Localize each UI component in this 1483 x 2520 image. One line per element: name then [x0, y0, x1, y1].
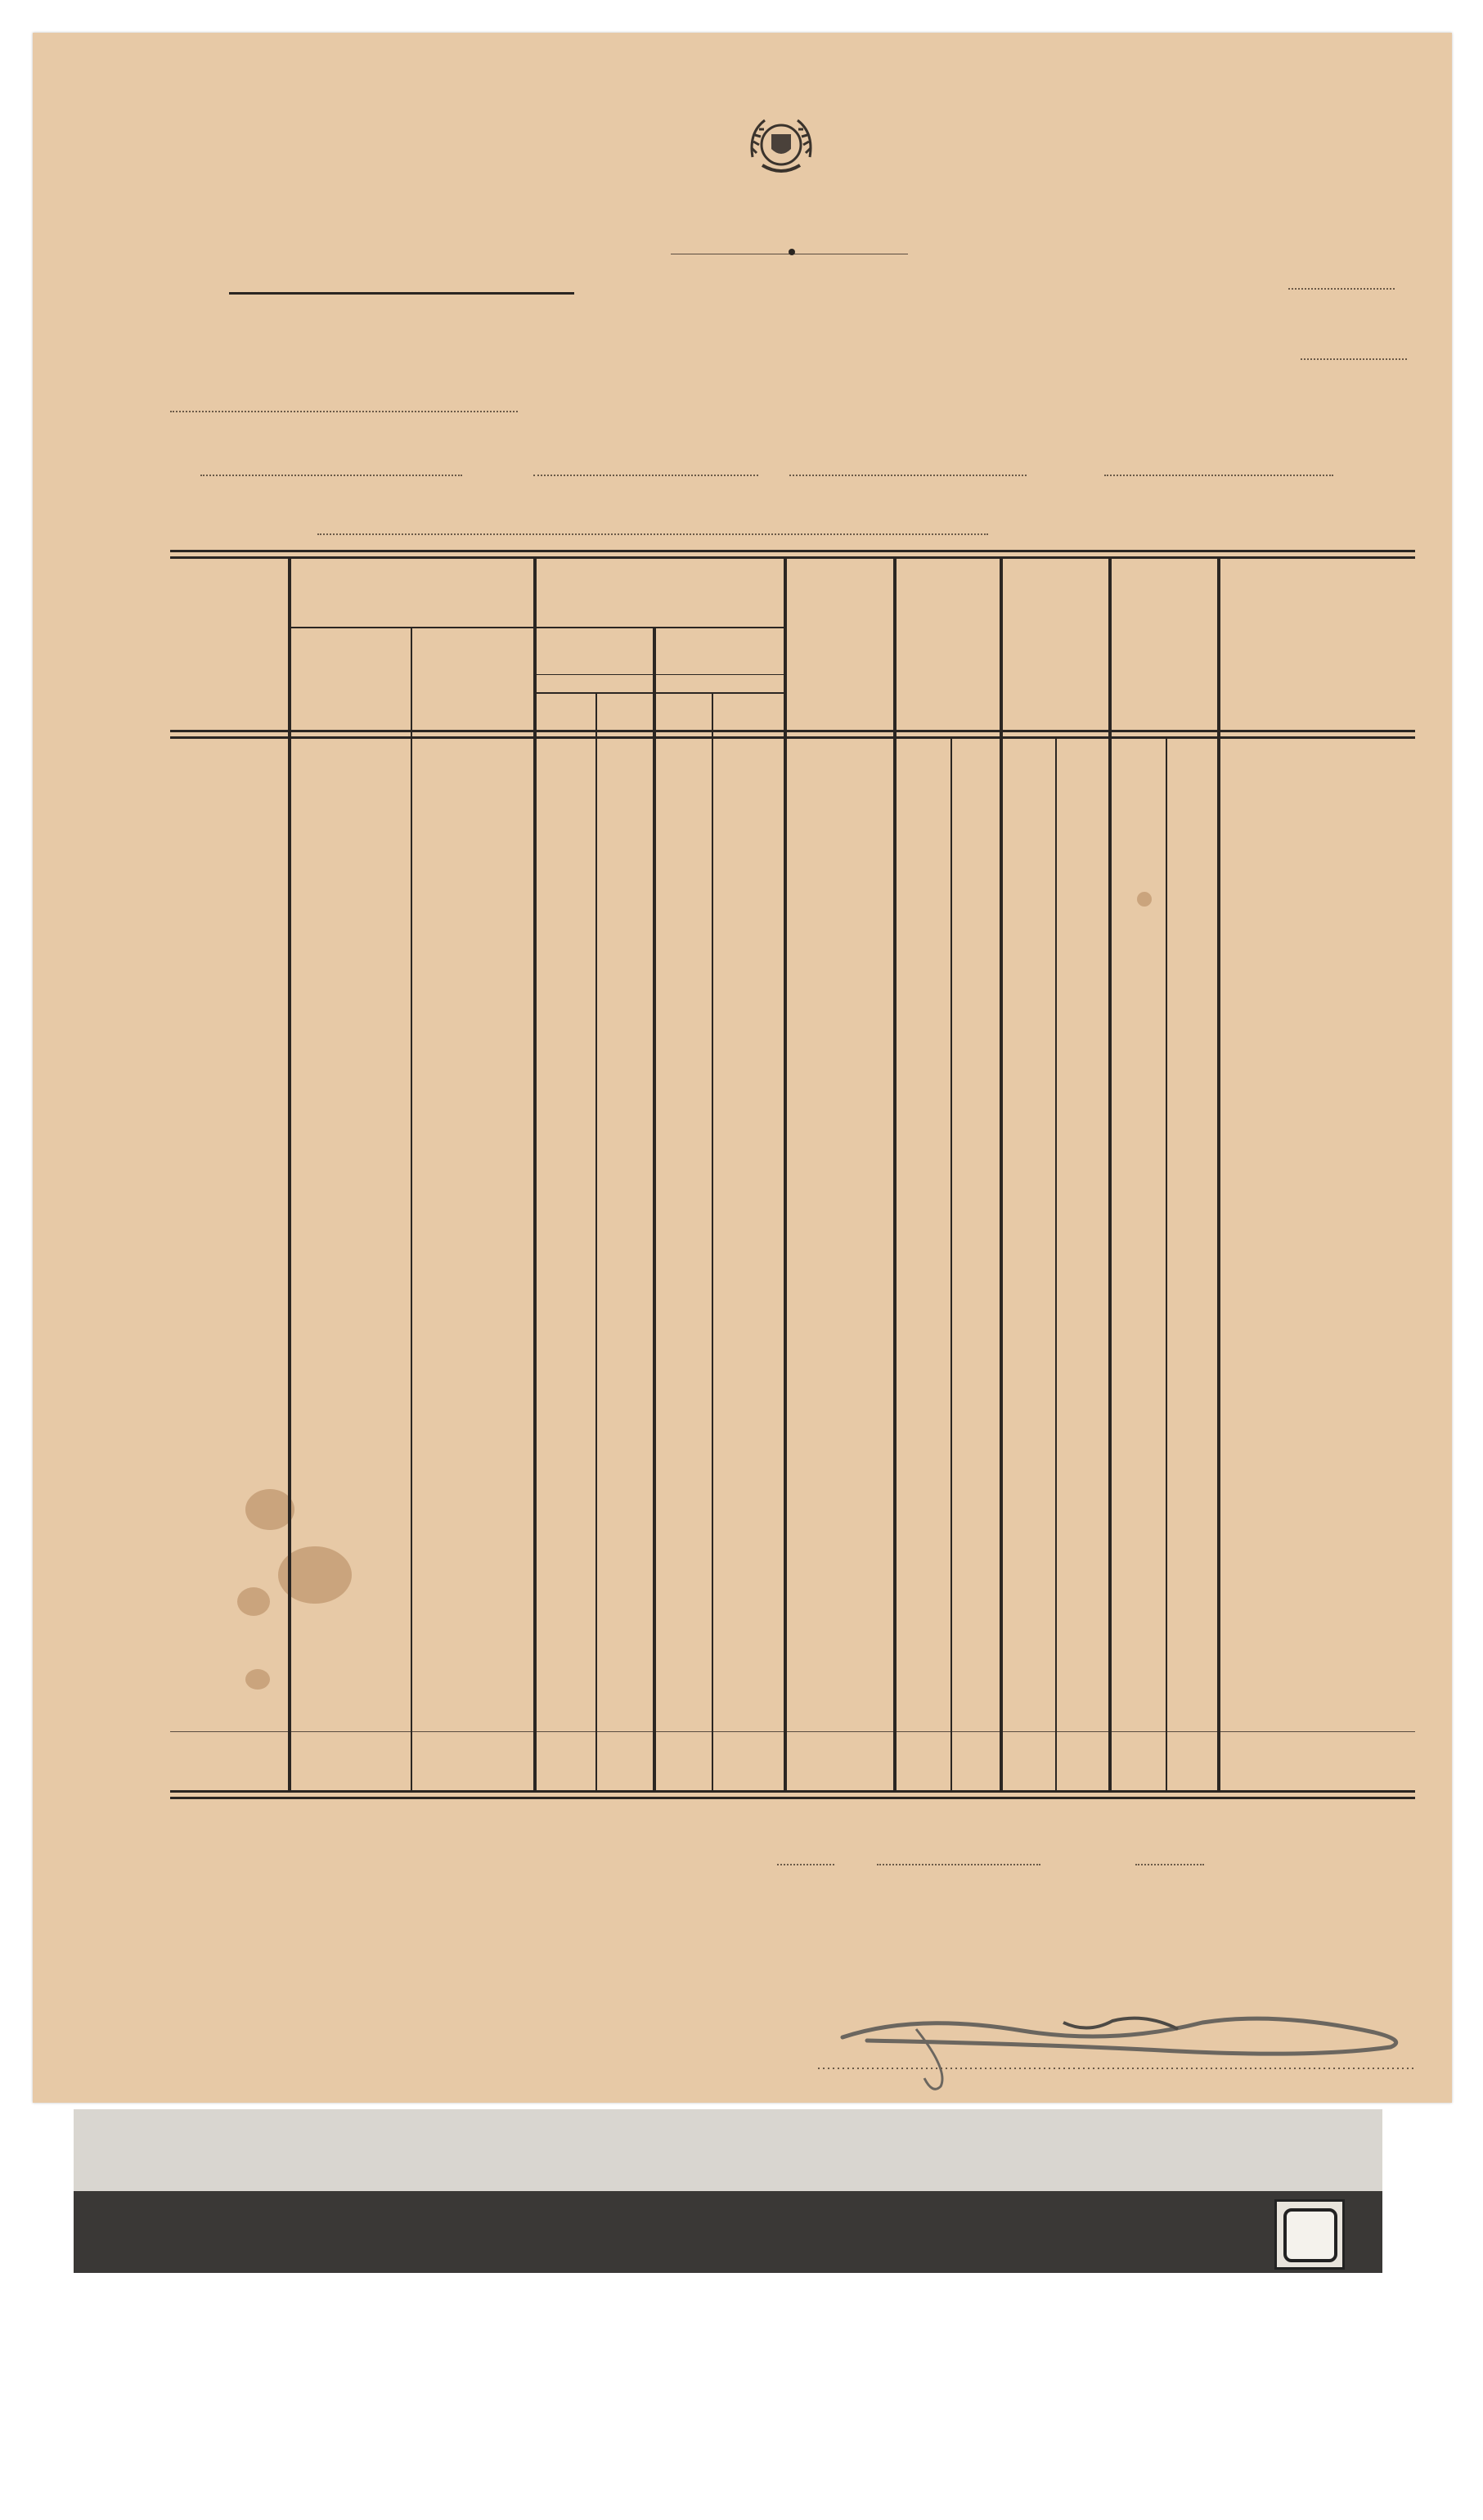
col-line [950, 739, 952, 1790]
document-page [33, 33, 1452, 2103]
kodak-band [74, 2191, 1382, 2273]
divider-dot [789, 249, 795, 255]
col-line [533, 559, 537, 1790]
dotted-line [317, 533, 988, 535]
coat-of-arms-icon [744, 108, 818, 182]
col-line [712, 694, 713, 1790]
col-line [784, 559, 787, 1790]
rule [170, 550, 1415, 552]
signature [818, 1980, 1423, 2095]
col-line [893, 559, 897, 1790]
col-line [653, 628, 656, 1790]
col-line [1055, 739, 1057, 1790]
dotted-line [200, 475, 462, 476]
dotted-line [170, 411, 518, 412]
dotted-line [1104, 475, 1333, 476]
col-line [1217, 559, 1220, 1790]
dotted-line [777, 1864, 834, 1865]
dotted-line [1135, 1864, 1204, 1865]
col-line [595, 694, 597, 1790]
title-underline [229, 292, 574, 295]
dotted-line [789, 475, 1027, 476]
col-line [411, 628, 412, 1790]
stain [245, 1669, 270, 1690]
rule [170, 1790, 1415, 1793]
rule [170, 736, 1415, 739]
col-line [1000, 559, 1003, 1790]
rule [170, 730, 1415, 732]
col-line [1108, 559, 1112, 1790]
ruler [74, 2109, 1382, 2191]
col-line [288, 559, 291, 1790]
rule [170, 1797, 1415, 1799]
rule [290, 627, 787, 628]
col-line [1166, 739, 1167, 1790]
rule [535, 674, 785, 675]
stain [1137, 892, 1152, 907]
dotted-line [1301, 358, 1407, 360]
kodak-logo-icon [1274, 2199, 1345, 2270]
stain [237, 1587, 270, 1616]
dotted-line [1288, 288, 1395, 290]
rule [170, 556, 1415, 559]
rule [535, 692, 785, 694]
stain [245, 1489, 294, 1530]
dotted-line [533, 475, 758, 476]
rule [170, 1731, 1415, 1732]
dotted-line [877, 1864, 1040, 1865]
